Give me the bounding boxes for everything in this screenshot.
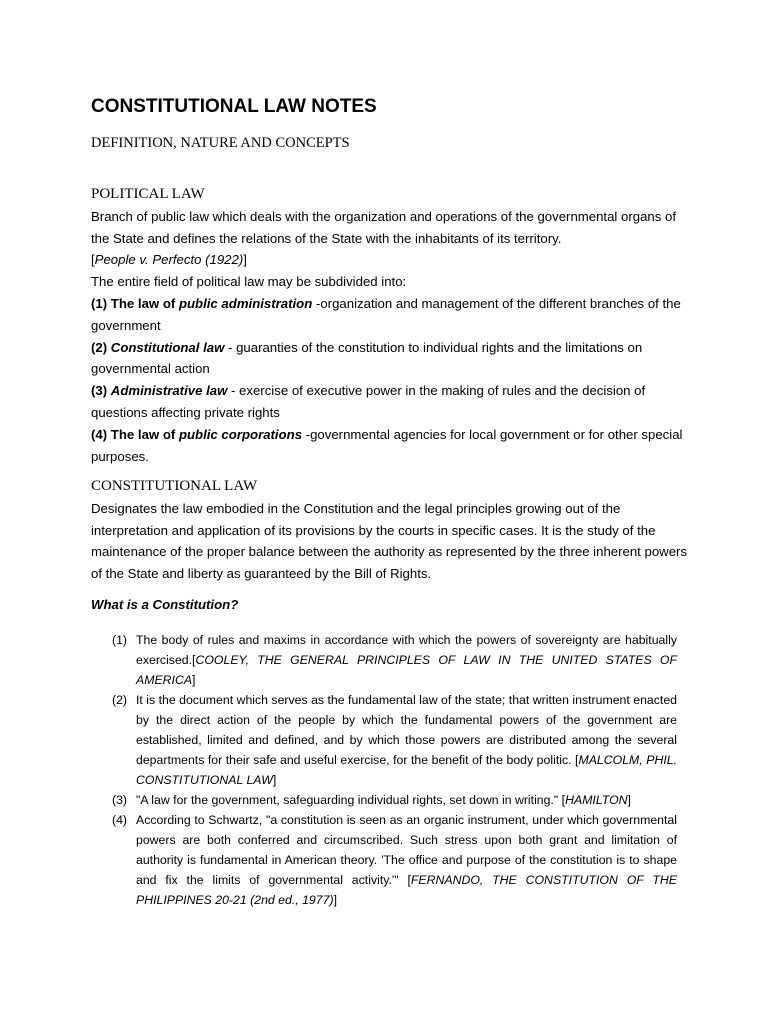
- citation-close: ]: [243, 252, 247, 268]
- list-item-body: [136, 810, 677, 910]
- document-subtitle: DEFINITION, NATURE AND CONCEPTS: [91, 135, 350, 151]
- source-citation: FERNANDO, THE CONSTITUTION OF THE PHILIPPINES 20-21 (2nd ed., 1977): [136, 873, 677, 907]
- constitutional-law-heading: CONSTITUTIONAL LAW: [91, 478, 258, 494]
- citation-close: ]: [272, 773, 277, 787]
- item-number: (4): [91, 426, 108, 442]
- source-citation: MALCOLM, PHIL. CONSTITUTIONAL LAW: [136, 753, 677, 787]
- item-term: Administrative law: [110, 383, 228, 399]
- subdivision-item-1: [91, 293, 691, 337]
- item-number: (2): [91, 339, 108, 355]
- item-number: (3): [91, 383, 108, 399]
- definition-text: According to Schwartz, "a constitution is seen as an organic instrument, under which governmental powers are both conferred and circumscribed. Such stress upon both grant and limitation of authority is fundamental in American theory. 'The office and purpose of the constitution is to shape and fix the limits of governmental activity.'" [: [136, 813, 677, 887]
- item-term: Constitutional law: [110, 339, 225, 355]
- list-number: (3): [112, 793, 128, 807]
- list-item-body: [136, 790, 677, 810]
- list-number: (4): [112, 813, 128, 827]
- item-term: public corporations: [178, 426, 303, 442]
- list-item: [112, 790, 677, 810]
- subdivision-item-3: [91, 380, 691, 424]
- definition-text: The body of rules and maxims in accordance with which the powers of sovereignty are habitually exercised.[: [136, 633, 677, 667]
- case-citation: People v. Perfecto (1922): [94, 252, 244, 268]
- list-number: (2): [112, 693, 128, 707]
- citation-close: ]: [192, 673, 196, 687]
- subdivision-item-2: [91, 337, 691, 381]
- item-description: -organization and management of the different branches of the government: [91, 295, 681, 333]
- subdivision-item-4: [91, 424, 691, 468]
- item-term: public administration: [178, 295, 313, 311]
- citation-open: [: [91, 252, 95, 268]
- item-description: - exercise of executive power in the making of rules and the decision of questions affecting private rights: [91, 383, 646, 420]
- source-citation: COOLEY, THE GENERAL PRINCIPLES OF LAW IN THE UNITED STATES OF AMERICA: [136, 653, 677, 687]
- definition-text: "A law for the government, safeguarding individual rights, set down in writing." [: [136, 793, 566, 807]
- citation-close: ]: [333, 893, 337, 907]
- constitutional-law-section: [91, 476, 691, 585]
- constitution-question: What is a Constitution?: [91, 597, 239, 612]
- source-citation: HAMILTON: [565, 793, 628, 807]
- political-law-definition-text: Branch of public law which deals with the organization and operations of the governmental organs of the State and defines the relations of the State with the inhabitants of its territory.: [91, 208, 677, 246]
- document-title: CONSTITUTIONAL LAW NOTES: [91, 96, 377, 117]
- list-item-body: [136, 630, 677, 690]
- political-law-heading: POLITICAL LAW: [91, 186, 205, 202]
- item-description: - guaranties of the constitution to individual rights and the limitations on governmental action: [91, 339, 643, 377]
- list-item: [112, 630, 677, 690]
- list-item-body: [136, 690, 677, 790]
- item-description: -governmental agencies for local government or for other special purposes.: [91, 426, 683, 464]
- definition-text: It is the document which serves as the fundamental law of the state; that written instrument enacted by the direct action of the people by which the fundamental powers of the government are established, limited and defined, and by which those powers are distributed among the several departments for their safe and useful exercise, for the benefit of the body politic. [: [136, 693, 677, 767]
- item-lead: The law of: [110, 295, 179, 311]
- political-law-definition: [91, 206, 691, 271]
- list-number: (1): [112, 633, 128, 647]
- political-law-section: [91, 184, 691, 467]
- citation-close: ]: [627, 793, 631, 807]
- item-number: (1): [91, 295, 108, 311]
- constitution-definitions-list: [112, 630, 677, 910]
- item-lead: The law of: [110, 426, 179, 442]
- list-item: [112, 690, 677, 790]
- constitutional-law-definition: Designates the law embodied in the Constitution and the legal principles growing out of the interpretation and application of its provisions by the courts in specific cases. It is the study of the maintenance of the proper balance between the authority as represented by the three inherent powers of the State and liberty as guaranteed by the Bill of Rights.: [91, 500, 688, 582]
- list-item: [112, 810, 677, 910]
- subdivision-intro: The entire field of political law may be subdivided into:: [91, 274, 407, 290]
